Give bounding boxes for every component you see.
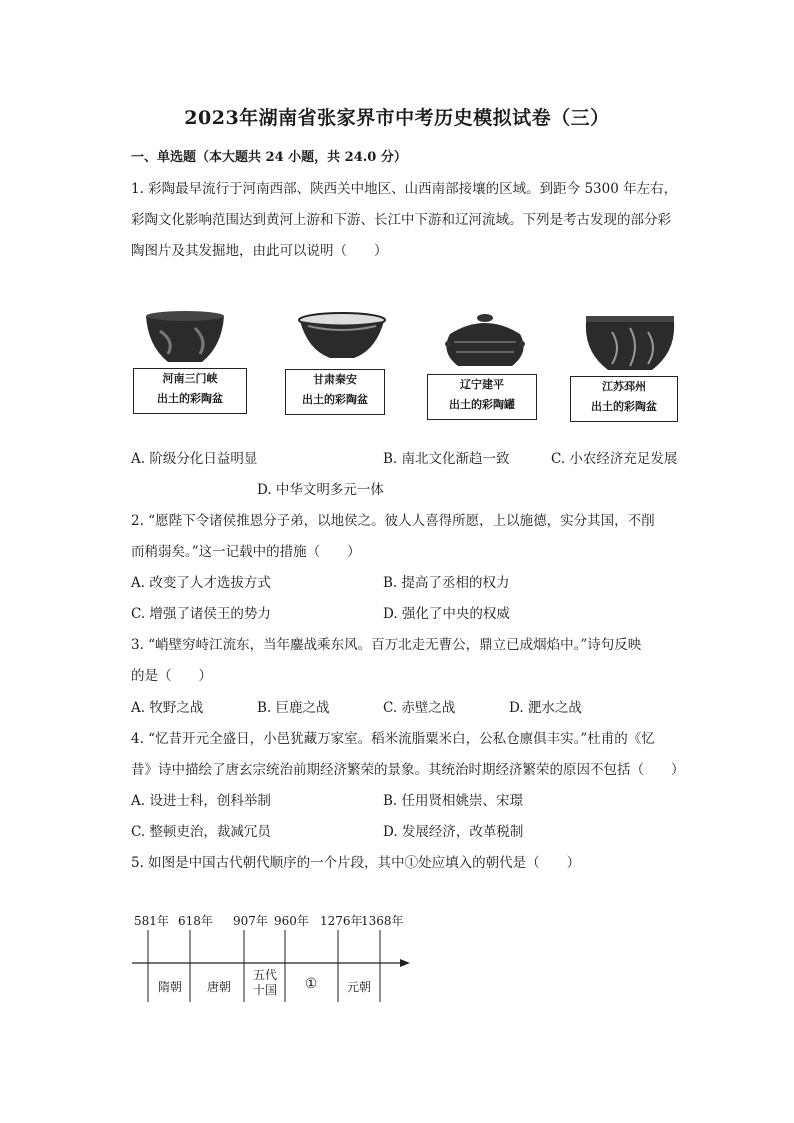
timeline-year-4: 960年 (274, 914, 309, 928)
q1-option-a[interactable]: A. 阶级分化日益明显 (131, 451, 258, 467)
timeline-cell-yuan: 元朝 (346, 980, 371, 994)
q2-stem-line-2: 而稍弱矣。”这一记载中的措施（ ） (131, 544, 361, 560)
timeline-year-6: 1368年 (361, 914, 404, 928)
timeline-cell-five-dynasties: 五代 十国 (252, 968, 277, 997)
pot-label-1-line2: 出土的彩陶盆 (157, 392, 223, 405)
q1-option-b[interactable]: B. 南北文化渐趋一致 (383, 451, 510, 467)
q4-stem-line-1: 4. “忆昔开元全盛日，小邑犹藏万家室。稻米流脂粟米白，公私仓廪俱丰实。”杜甫的《忆 (131, 731, 655, 747)
q4-option-d[interactable]: D. 发展经济，改革税制 (383, 824, 524, 840)
q2-option-d[interactable]: D. 强化了中央的权威 (383, 606, 510, 622)
pottery-basin-image-4 (582, 314, 678, 374)
q1-stem-line-1: 1. 彩陶最早流行于河南西部、陕西关中地区、山西南部接壤的区域。到距今 5300 年左右， (131, 181, 678, 197)
q4-option-c[interactable]: C. 整顿吏治，裁减冗员 (131, 824, 271, 840)
q1-option-c[interactable]: C. 小农经济充足发展 (551, 451, 678, 467)
q1-option-d[interactable]: D. 中华文明多元一体 (257, 482, 384, 498)
page-title: 2023年湖南省张家界市中考历史模拟试卷（三） (184, 107, 610, 129)
pot-label-2-line1: 甘肃秦安 (313, 373, 357, 386)
q2-option-c[interactable]: C. 增强了诸侯王的势力 (131, 606, 271, 622)
pot-label-2 (285, 369, 385, 415)
q4-option-b[interactable]: B. 任用贤相姚崇、宋璟 (383, 793, 524, 809)
pottery-jar-image-3 (440, 312, 530, 372)
q3-stem-line-1: 3. “峭壁穷峙江流东，当年鏖战乘东风。百万北走无曹公，鼎立已成烟焰中。”诗句反映 (131, 637, 642, 653)
pot-label-4-line1: 江苏邳州 (602, 380, 646, 393)
q2-stem-line-1: 2. “愿陛下令诸侯推恩分子弟，以地侯之。彼人人喜得所愿，上以施德，实分其国，不削 (131, 513, 655, 529)
q1-stem-line-3: 陶图片及其发掘地，由此可以说明（ ） (131, 243, 388, 259)
q3-option-c[interactable]: C. 赤壁之战 (383, 700, 456, 716)
q2-option-a[interactable]: A. 改变了人才选拔方式 (131, 575, 271, 591)
q1-stem-line-2: 彩陶文化影响范围达到黄河上游和下游、长江中下游和辽河流域。下列是考古发现的部分彩 (131, 212, 671, 228)
q4-option-a[interactable]: A. 设进士科，创科举制 (131, 793, 271, 809)
q3-stem-line-2: 的是（ ） (131, 668, 212, 684)
q5-stem-line-1: 5. 如图是中国古代朝代顺序的一个片段，其中①处应填入的朝代是（ ） (131, 855, 581, 871)
q3-option-d[interactable]: D. 淝水之战 (509, 700, 582, 716)
pot-label-3-line2: 出土的彩陶罐 (449, 398, 515, 411)
q4-stem-line-2: 昔》诗中描绘了唐玄宗统治前期经济繁荣的景象。其统治时期经济繁荣的原因不包括（ ） (131, 762, 685, 778)
timeline-cell-blank: ① (304, 976, 318, 992)
pot-label-4 (570, 376, 678, 422)
q3-option-b[interactable]: B. 巨鹿之战 (257, 700, 330, 716)
pot-label-1 (133, 368, 247, 414)
pottery-basin-image-1 (140, 306, 230, 368)
pot-label-1-line1: 河南三门峡 (162, 372, 218, 385)
pot-label-4-line2: 出土的彩陶盆 (591, 400, 657, 413)
pot-label-2-line2: 出土的彩陶盆 (302, 393, 368, 406)
timeline-year-5: 1276年 (320, 914, 363, 928)
q3-option-a[interactable]: A. 牧野之战 (131, 700, 204, 716)
q2-option-b[interactable]: B. 提高了丞相的权力 (383, 575, 510, 591)
timeline-cell-sui: 隋朝 (157, 980, 182, 994)
pot-label-3 (427, 374, 537, 420)
pot-label-3-line1: 辽宁建平 (460, 378, 504, 391)
timeline-year-2: 618年 (178, 914, 213, 928)
timeline-year-1: 581年 (134, 914, 169, 928)
section-heading: 一、单选题（本大题共 24 小题，共 24.0 分） (131, 150, 407, 165)
timeline-year-3: 907年 (233, 914, 268, 928)
timeline-cell-tang: 唐朝 (206, 980, 231, 994)
pottery-basin-image-2 (296, 312, 388, 362)
